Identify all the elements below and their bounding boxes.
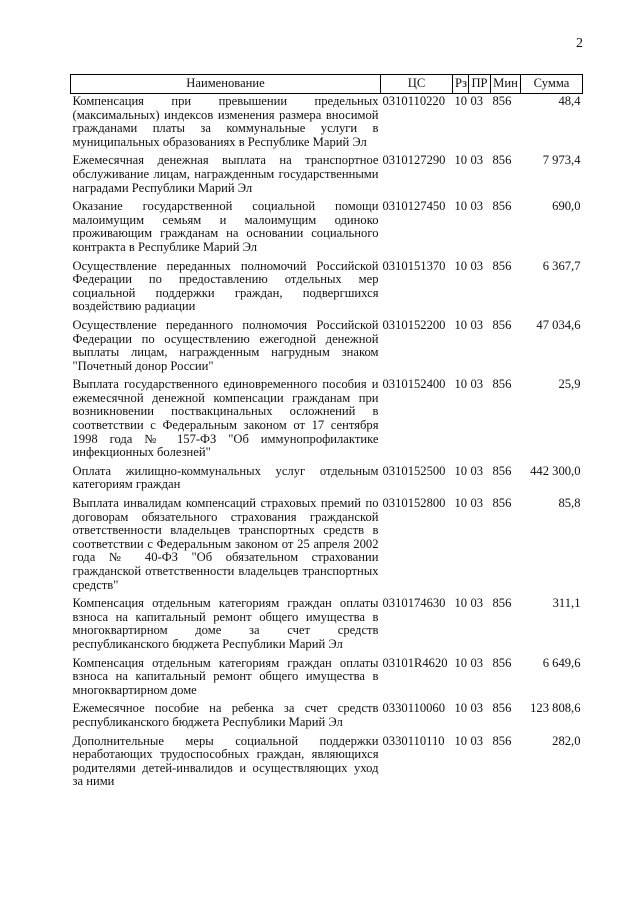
cell-sum: 48,4: [558, 94, 581, 108]
cell-pr: 03: [470, 463, 484, 478]
cell-cs: 03101R4620: [382, 655, 448, 670]
table-row: [71, 464, 583, 496]
cell-cs: 0310127290: [382, 153, 446, 168]
cell-sum: 442 300,0: [530, 463, 581, 478]
cell-name: Выплата инвалидам компенсаций страховых премий по договорам обязательного страхования гражданской ответственности владельцев транспортных средств в соответствии с Федеральным законом от 25 апреля 2002 года № 40-ФЗ "Об обязательном страховании гражданской ответственности владельцев транспортных средств": [72, 496, 379, 592]
cell-name: Компенсация при превышении предельных (максимальных) индексов изменения размера вносимой гражданами платы за коммунальные услуги в муниципальных образованиях в Республике Марий Эл: [72, 94, 379, 149]
cell-pr: 03: [470, 94, 484, 108]
cell-rz: 10: [454, 463, 468, 478]
table-row: [71, 701, 583, 733]
cell-name: Дополнительные меры социальной поддержки неработающих трудоспособных граждан, являющихся родителями детей-инвалидов и осуществляющих уход за ними: [72, 733, 379, 789]
cell-min: 856: [492, 733, 512, 748]
budget-table: [70, 74, 583, 793]
header-name: Наименование: [71, 75, 381, 94]
table-header-row: [71, 75, 583, 94]
cell-rz: 10: [454, 596, 468, 611]
cell-name: Ежемесячная денежная выплата на транспортное обслуживание лицам, награжденным государственными наградами Республики Марий Эл: [72, 153, 379, 195]
cell-cs: 0330110060: [382, 701, 446, 716]
cell-min: 856: [492, 153, 512, 168]
cell-rz: 10: [454, 317, 468, 332]
table-row: [71, 259, 583, 318]
cell-min: 856: [492, 317, 512, 332]
cell-sum: 25,9: [558, 377, 581, 392]
cell-cs: 0310174630: [382, 596, 446, 611]
table-row: [71, 496, 583, 596]
cell-min: 856: [492, 701, 512, 716]
cell-pr: 03: [470, 317, 484, 332]
cell-name: Оказание государственной социальной помощи малоимущим семьям и малоимущим одиноко проживающим гражданам на основании социального контракта в Республике Марий Эл: [72, 199, 379, 254]
cell-sum: 282,0: [552, 733, 581, 748]
cell-rz: 10: [454, 153, 468, 168]
cell-min: 856: [492, 94, 512, 108]
cell-pr: 03: [470, 701, 484, 716]
cell-sum: 47 034,6: [536, 317, 581, 332]
cell-cs: 0310152500: [382, 463, 446, 478]
cell-min: 856: [492, 463, 512, 478]
cell-pr: 03: [470, 655, 484, 670]
cell-name: Осуществление переданного полномочия Российской Федерации по осуществлению ежегодной денежной выплаты лицам, награжденным нагрудным знаком "Почетный донор России": [72, 317, 379, 373]
cell-sum: 690,0: [552, 199, 581, 214]
cell-rz: 10: [454, 496, 468, 511]
table-row: [71, 153, 583, 199]
cell-name: Оплата жилищно-коммунальных услуг отдельным категориям граждан: [72, 463, 379, 492]
cell-cs: 0310110220: [382, 94, 446, 108]
cell-min: 856: [492, 377, 512, 392]
table-row: [71, 377, 583, 464]
cell-min: 856: [492, 199, 512, 214]
table-row: [71, 734, 583, 793]
cell-name: Выплата государственного единовременного пособия и ежемесячной денежной компенсации гражданам при возникновении поствакцинальных осложнений в соответствии с Федеральным законом от 17 сентября 1998 года № 157-ФЗ "Об иммунопрофилактике инфекционных болезней": [72, 377, 379, 460]
cell-min: 856: [492, 496, 512, 511]
cell-min: 856: [492, 596, 512, 611]
cell-sum: 311,1: [552, 596, 581, 611]
cell-name: Осуществление переданных полномочий Российской Федерации по предоставлению отдельных мер социальной поддержки граждан, подвергшихся воздействию радиации: [72, 258, 379, 314]
cell-rz: 10: [454, 655, 468, 670]
cell-cs: 0310151370: [382, 258, 446, 273]
cell-rz: 10: [454, 377, 468, 392]
cell-pr: 03: [470, 377, 484, 392]
cell-rz: 10: [454, 94, 468, 108]
cell-sum: 7 973,4: [542, 153, 581, 168]
cell-pr: 03: [470, 596, 484, 611]
cell-rz: 10: [454, 199, 468, 214]
cell-sum: 6 367,7: [542, 258, 581, 273]
cell-pr: 03: [470, 733, 484, 748]
cell-sum: 85,8: [558, 496, 581, 511]
cell-name: Ежемесячное пособие на ребенка за счет средств республиканского бюджета Республики Марий Эл: [72, 701, 379, 729]
header-sum: Сумма: [521, 75, 583, 94]
cell-cs: 0310127450: [382, 199, 446, 214]
header-min: Мин: [491, 75, 521, 94]
cell-pr: 03: [470, 258, 484, 273]
cell-cs: 0330110110: [382, 733, 445, 748]
cell-cs: 0310152200: [382, 317, 446, 332]
header-rz: Рз: [453, 75, 469, 94]
cell-sum: 123 808,6: [530, 701, 581, 716]
cell-cs: 0310152800: [382, 496, 446, 511]
cell-rz: 10: [454, 701, 468, 716]
cell-name: Компенсация отдельным категориям граждан оплаты взноса на капитальный ремонт общего имущества в многоквартирном доме за счет средств республиканского бюджета Республики Марий Эл: [72, 596, 379, 651]
cell-name: Компенсация отдельным категориям граждан оплаты взноса на капитальный ремонт общего имущества в многоквартирном доме: [72, 655, 379, 697]
cell-pr: 03: [470, 199, 484, 214]
cell-cs: 0310152400: [382, 377, 446, 392]
header-pr: ПР: [469, 75, 491, 94]
table-row: [71, 199, 583, 258]
cell-pr: 03: [470, 153, 484, 168]
table-row: [71, 656, 583, 702]
cell-rz: 10: [454, 733, 468, 748]
table-row: [71, 318, 583, 377]
cell-pr: 03: [470, 496, 484, 511]
cell-sum: 6 649,6: [542, 655, 581, 670]
cell-rz: 10: [454, 258, 468, 273]
table-row: [71, 94, 583, 154]
page-number: 2: [576, 36, 583, 51]
cell-min: 856: [492, 655, 512, 670]
table-row: [71, 596, 583, 655]
header-cs: ЦС: [381, 75, 453, 94]
cell-min: 856: [492, 258, 512, 273]
